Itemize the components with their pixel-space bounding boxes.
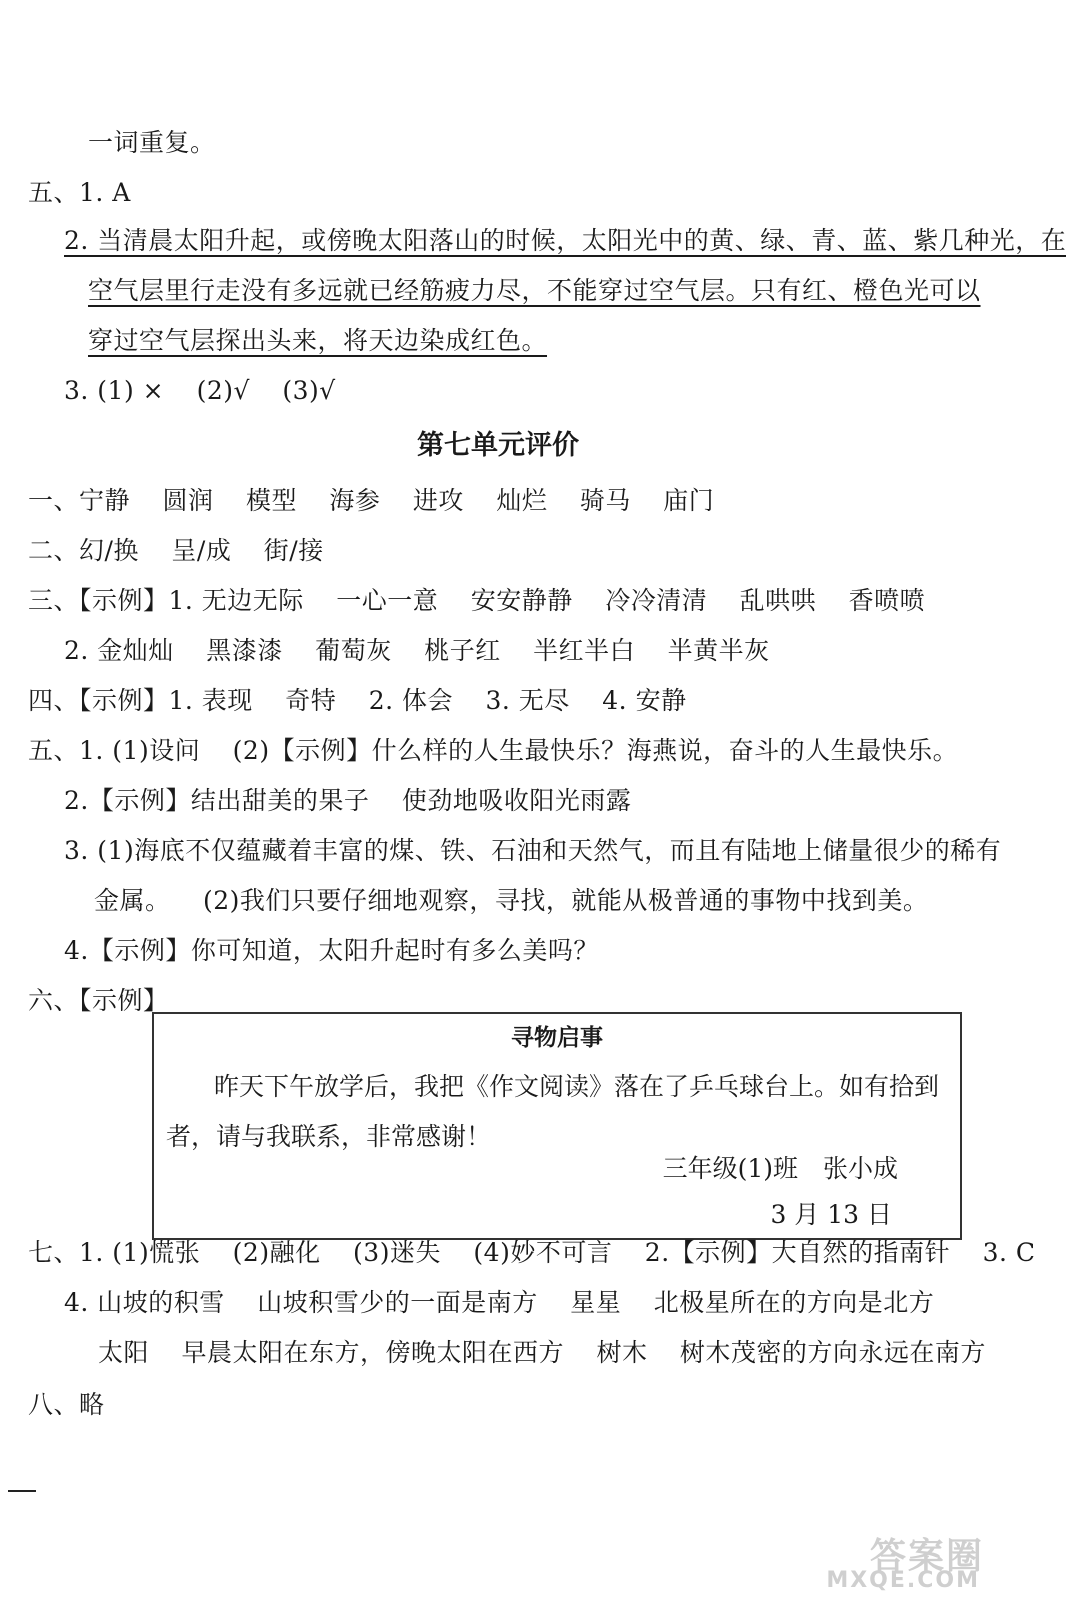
answer-part: (4)妙不可言 [473, 1238, 613, 1267]
answer-part: 山坡积雪少的一面是南方 [257, 1288, 538, 1317]
answer-part: 五、1. (1)设问 [28, 736, 201, 765]
word: 4. 安静 [602, 686, 687, 715]
section-5-item-3 [64, 374, 336, 408]
answer-part: 4. 山坡的积雪 [64, 1288, 225, 1317]
answer-part: (2)√ [196, 376, 250, 405]
answer-part: 北极星所在的方向是北方 [653, 1288, 935, 1317]
section-2 [28, 534, 324, 568]
answer-part: 树木 [596, 1338, 648, 1367]
word: 2. 体会 [368, 686, 454, 715]
word: 半黄半灰 [667, 636, 770, 665]
section-5-line-2 [64, 784, 631, 818]
answer-part: 使劲地吸收阳光雨露 [401, 786, 632, 815]
word: 桃子红 [424, 636, 501, 665]
word: 街/接 [263, 536, 324, 565]
unit-title: 第七单元评价 [417, 430, 579, 461]
word: 冷冷清清 [605, 586, 708, 615]
word: 2. 金灿灿 [64, 636, 174, 665]
notice-body-line-1: 昨天下午放学后，我把《作文阅读》落在了乒乓球台上。如有拾到 [214, 1072, 940, 1101]
word: 3. 无尽 [485, 686, 570, 715]
section-6-label: 六、【示例】 [28, 986, 169, 1015]
section-5-item-2-line-3: 穿过空气层探出头来，将天边染成红色。 [88, 326, 548, 355]
section-7-line-3 [98, 1336, 986, 1370]
answer-part: 树木茂密的方向永远在南方 [679, 1338, 986, 1367]
word: 骑马 [579, 486, 631, 515]
section-1 [28, 484, 714, 518]
section-5-line-3: 3. (1)海底不仅蕴藏着丰富的煤、铁、石油和天然气，而且有陆地上储量很少的稀有 [64, 836, 1002, 865]
word: 灿烂 [496, 486, 548, 515]
word: 模型 [245, 486, 297, 515]
section-4 [28, 684, 687, 718]
answer-part: 星星 [570, 1288, 622, 1317]
section-3-line-1 [28, 584, 925, 618]
notice-body-line-2: 者，请与我联系，非常感谢！ [166, 1122, 492, 1151]
section-5-item-2-line-2: 空气层里行走没有多远就已经筋疲力尽，不能穿过空气层。只有红、橙色光可以 [88, 276, 981, 305]
word: 四、【示例】1. 表现 [28, 686, 253, 715]
answer-part: 金属。 [94, 886, 171, 915]
section-7-line-1 [28, 1236, 1036, 1270]
lost-item-notice [152, 1012, 962, 1240]
notice-date: 3 月 13 日 [770, 1200, 892, 1229]
word: 半红半白 [533, 636, 636, 665]
word: 黑漆漆 [206, 636, 283, 665]
answer-part: (2)我们只要仔细地观察，寻找，就能从极普通的事物中找到美。 [202, 886, 929, 915]
word: 一、宁静 [28, 486, 131, 515]
answer-part: 七、1. (1)慌张 [28, 1238, 201, 1267]
answer-part: 3. C [982, 1238, 1036, 1267]
watermark-sub: MXQE.COM [826, 1568, 980, 1593]
answer-part: 太阳 [98, 1338, 150, 1367]
answer-part: (2)融化 [232, 1238, 321, 1267]
answer-part: (3)迷失 [353, 1238, 441, 1267]
watermark-main: 答案圈 [869, 1536, 984, 1577]
answer-part: (3)√ [282, 376, 336, 405]
section-5-item-2-line-1: 2. 当清晨太阳升起，或傍晚太阳落山的时候，太阳光中的黄、绿、青、蓝、紫几种光，在 [64, 226, 1066, 255]
section-5-line-4 [94, 884, 928, 918]
section-5-line-1 [28, 734, 958, 768]
answer-part: 早晨太阳在东方，傍晚太阳在西方 [181, 1338, 564, 1367]
answer-part: 2.【示例】结出甜美的果子 [64, 786, 370, 815]
word: 一心一意 [336, 586, 439, 615]
word: 乱哄哄 [739, 586, 817, 615]
word: 圆润 [162, 486, 214, 515]
word: 海参 [329, 486, 381, 515]
word: 呈/成 [171, 536, 232, 565]
section-8: 八、略 [28, 1390, 105, 1419]
section-3-line-2 [64, 634, 770, 668]
word: 庙门 [663, 486, 715, 515]
word: 香喷喷 [848, 586, 926, 615]
answer-part: 2.【示例】大自然的指南针 [644, 1238, 951, 1267]
section-7-line-2 [64, 1286, 934, 1320]
section-5-item-1: 五、1. A [28, 178, 131, 207]
answer-part: 3. (1) × [64, 376, 165, 405]
answer-part: (2)【示例】什么样的人生最快乐？海燕说，奋斗的人生最快乐。 [232, 736, 959, 765]
footer-rule [8, 1490, 36, 1492]
word: 葡萄灰 [315, 636, 392, 665]
word: 三、【示例】1. 无边无际 [28, 586, 304, 615]
continued-line: 一词重复。 [88, 128, 216, 157]
word: 安安静静 [470, 586, 573, 615]
word: 进攻 [412, 486, 464, 515]
word: 二、幻/换 [28, 536, 139, 565]
word: 奇特 [285, 686, 337, 715]
watermark-logo [810, 1528, 988, 1594]
notice-signature: 三年级(1)班 张小成 [662, 1154, 898, 1183]
notice-title: 寻物启事 [511, 1025, 603, 1051]
section-5-line-5: 4.【示例】你可知道，太阳升起时有多么美吗？ [64, 936, 599, 965]
